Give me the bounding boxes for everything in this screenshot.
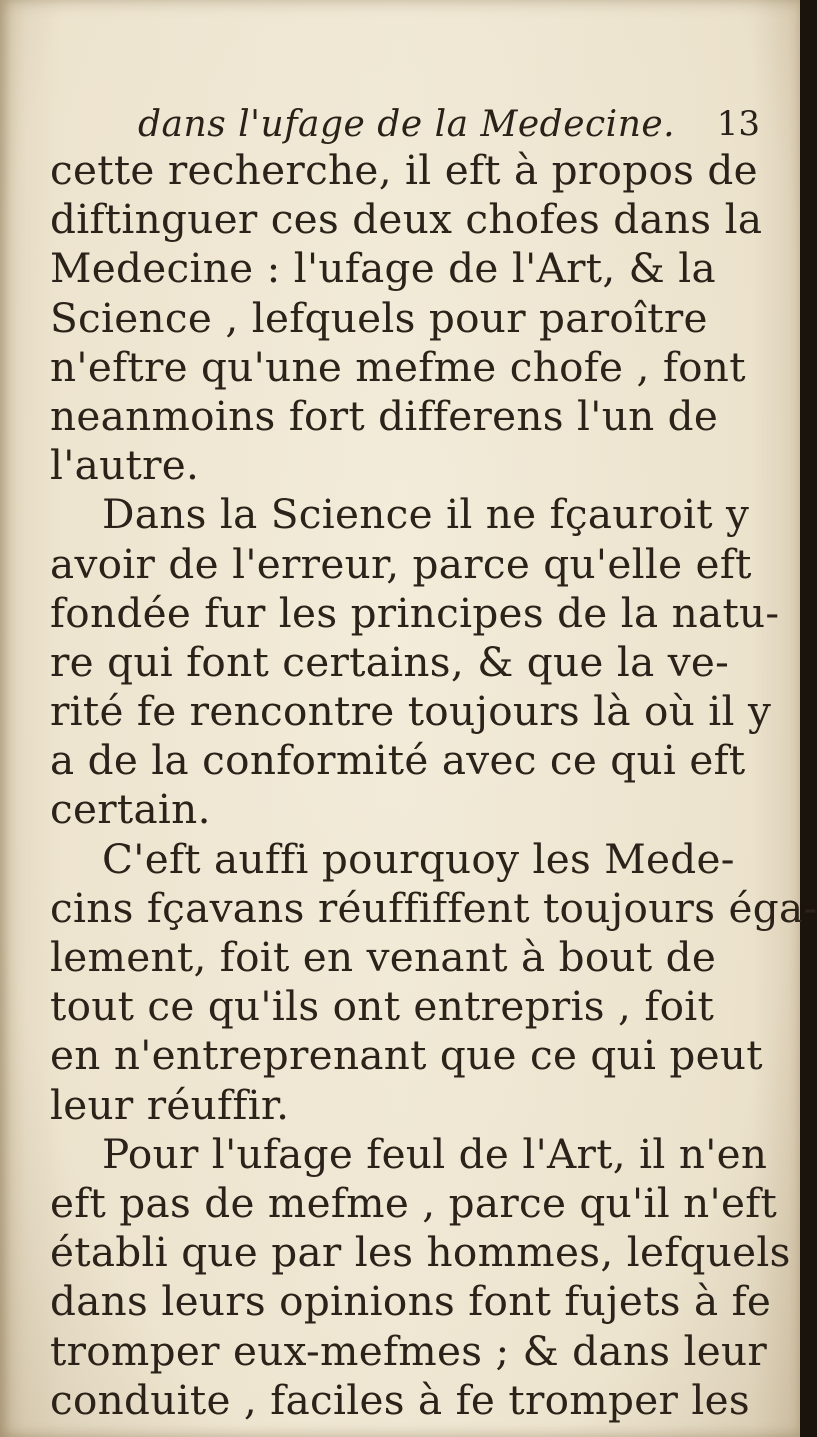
text-line: re qui font certains, & que la ve-: [50, 637, 730, 686]
body-text: [50, 146, 817, 1425]
text-line: Medecine : l'ufage de l'Art, & la: [50, 244, 716, 293]
page-number: 13: [716, 104, 760, 144]
text-line: eft pas de mefme , parce qu'il n'eft: [50, 1178, 778, 1227]
text-line: en n'entreprenant que ce qui peut: [50, 1031, 763, 1080]
text-line: cins fçavans réuffiffent toujours éga-: [50, 883, 817, 932]
text-line: établi que par les hommes, lefquels: [50, 1228, 791, 1277]
text-line: avoir de l'erreur, parce qu'elle eft: [50, 539, 752, 588]
text-line: dans leurs opinions font fujets à fe: [50, 1277, 772, 1326]
page-header: [58, 104, 774, 150]
text-line: a de la conformité avec ce qui eft: [50, 736, 746, 785]
text-line: fondée fur les principes de la natu-: [50, 588, 780, 637]
text-line: n'eftre qu'une mefme chofe , font: [50, 342, 746, 391]
text-line: conduite , faciles à fe tromper les: [50, 1375, 750, 1424]
text-line: lement, foit en venant à bout de: [50, 933, 717, 981]
text-line: cette recherche, il eft à propos de: [50, 146, 758, 194]
text-line: tromper eux-mefmes ; & dans leur: [50, 1326, 768, 1375]
paragraph-first-line: Dans la Science il ne fçauroit y: [102, 490, 750, 539]
text-line: rité fe rencontre toujours là où il y: [50, 687, 772, 736]
text-line: leur réuffir.: [50, 1080, 290, 1129]
paragraph-first-line: C'eft auffi pourquoy les Mede-: [102, 834, 735, 883]
text-line: certain.: [50, 785, 211, 834]
running-head: dans l'ufage de la Medecine.: [138, 104, 676, 145]
text-line: l'autre.: [50, 441, 200, 490]
text-line: neanmoins fort differens l'un de: [50, 391, 719, 440]
text-line: Science , lefquels pour paroître: [50, 293, 708, 342]
paragraph-first-line: Pour l'ufage feul de l'Art, il n'en: [102, 1129, 768, 1178]
text-line: diftinguer ces deux chofes dans la: [50, 195, 763, 244]
text-line: tout ce qu'ils ont entrepris , foit: [50, 982, 715, 1031]
